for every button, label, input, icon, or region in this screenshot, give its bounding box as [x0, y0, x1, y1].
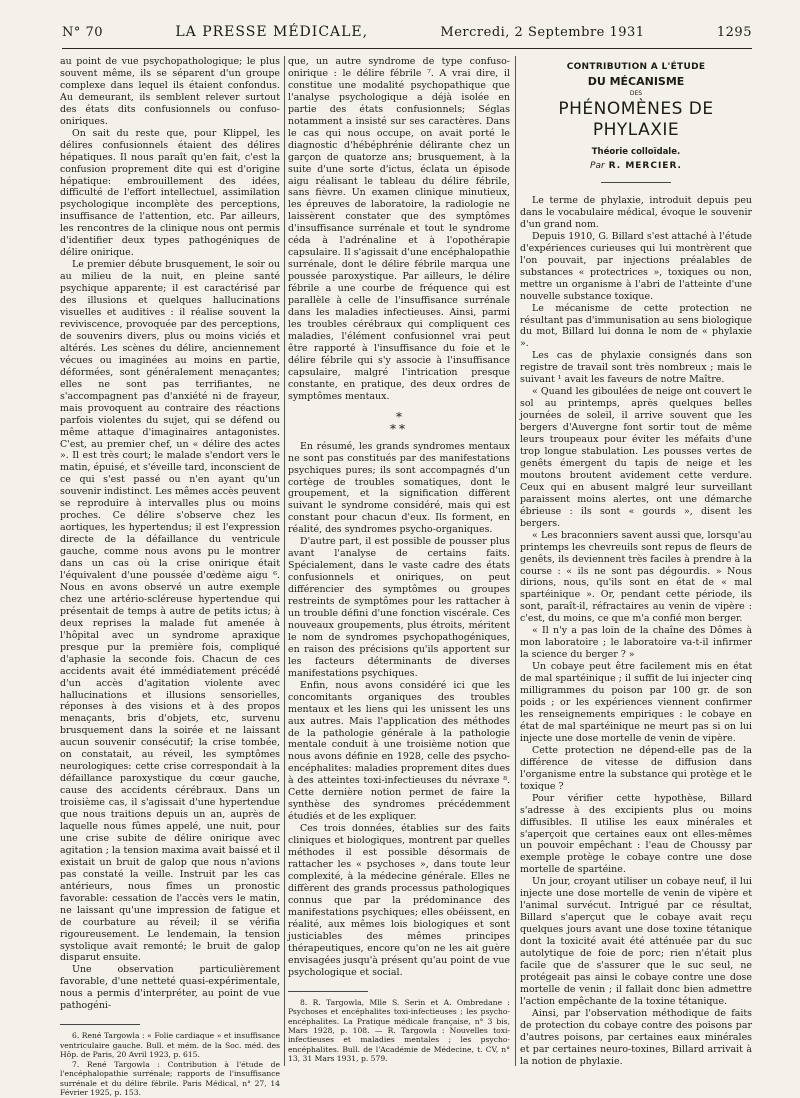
footnote-separator [60, 1024, 140, 1025]
column-middle [288, 56, 510, 1064]
paragraph: Les cas de phylaxie consignés dans son registre de travail sont très nombreux ; mais le suivant ¹ avait les faveurs de notre Maître. [520, 350, 752, 386]
heading-contribution: CONTRIBUTION A L'ÉTUDE [566, 62, 706, 72]
paragraph: Le mécanisme de cette protection ne résultant pas d'immunisation au sens biologique du mot, Billard lui donna le nom de « phylaxie ». [520, 302, 752, 350]
paragraph: « Les braconniers savent aussi que, lorsqu'au printemps les chevreuils sont repus de fleurs de genêts, ils deviennent très faciles à prendre à la course : « ils ne sont pas dégourdis. » Nous dirions, nous, qu'ils sont en état de « mal spartéinique ». Or, pendant cette période, ils sont, paraît-il, réfractaires au venin de vipère : c'est, du moins, ce que m'a confié mon berger. [520, 529, 752, 625]
article-title: PHÉNOMÈNES DE PHYLAXIE [558, 98, 714, 141]
section-stars [288, 411, 510, 435]
footnote: 8. R. Targowla, Mlle S. Serin et A. Ombredane : Psychoses et encéphalites toxi-infectieuses ; les psycho-encéphalites. La Pratique médicale française, n° 3 bis, Mars 1928, p. 108. — R. Targowla : Nouvelles toxi-infectieuses et maladies mentales ; les psycho-encéphalites. Bull. de l'Académie de Médecine, t. CV, n° 13, 31 Mars 1931, p. 579. [288, 997, 510, 1064]
page-number: 1295 [716, 25, 752, 40]
paragraph: que, un autre syndrome de type confuso-onirique : le délire fébrile ⁷. A vrai dire, il constitue une modalité psychopathique que l'analyse psychologique a déjà isolée en partie des états confusionnels; Séglas notamment a insisté sur ses caractères. Dans le cas qui nous occupe, on avait porté le diagnostic d'hébéphrénie délirante chez un garçon de quatorze ans; brusquement, à la suite d'une sorte d'ictus, éclata un épisode aigu réalisant le tableau du délire fébrile, sans fièvre. Un examen clinique minutieux, les épreuves de laboratoire, la radiologie ne laissèrent constater que des symptômes d'insuffisance surrénale et tout le syndrome céda à l'adrénaline et à l'opothérapie capsulaire. Il s'agissait d'une encéphalopathie surrénale, dont le délire fébrile marqua une poussée paroxystique. Par ailleurs, le délire fébrile a une courbe de fréquence qui est parallèle à celle de l'insuffisance surrénale dans les maladies infectieuses. Ainsi, parmi les troubles cérébraux qui compliquent ces maladies, l'élément confusionnel vrai peut être rapporté à l'insuffisance du foie et le délire fébrile qui s'y associe à l'insuffisance capsulaire, malgré l'intrication presque constante, en pratique, des deux ordres de symptômes mentaux. [288, 56, 510, 402]
heading-des: DES [629, 90, 643, 98]
paragraph: Ces trois données, établies sur des faits cliniques et biologiques, montrent par quelles méthodes il est possible désormais de rattacher les « psychoses », dans toute leur complexité, à la médecine générale. Elles ne diffèrent des grands processus pathologiques connus que par la prédominance des manifestations psychiques; elles obéissent, en réalité, aux mêmes lois biologiques et sont justiciables des mêmes principes thérapeutiques, encore qu'on ne les ait guère envisagées jusqu'à présent qu'au point de vue psychologique et social. [288, 823, 510, 978]
column-left [60, 56, 280, 1098]
paragraph: Depuis 1910, G. Billard s'est attaché à l'étude d'expériences curieuses qui lui montrèrent que l'on pouvait, par injections préalables de substances « protectrices », toxiques ou non, mettre un organisme à l'abri de l'atteinte d'une nouvelle substance toxique. [520, 230, 752, 302]
article-heading [520, 62, 752, 183]
paragraph: D'autre part, il est possible de pousser plus avant l'analyse de certains faits. Spécialement, dans le vaste cadre des états confusionnels et oniriques, on peut différencier des symptômes ou groupes restreints de symptômes pour les rattacher à un trouble défini d'une fonction viscérale. Ces nouveaux groupements, plus étroits, méritent le nom de syndromes psychopathogéniques, en raison des précisions qu'ils apportent sur les facteurs déterminants de diverses manifestations psychiques. [288, 536, 510, 679]
issue-date: Mercredi, 2 Septembre 1931 [440, 25, 645, 40]
footnote-separator [288, 991, 368, 992]
star-top: * [396, 409, 402, 424]
author-prefix: Par [590, 160, 605, 171]
paragraph: Enfin, nous avons considéré ici que les concomitants organiques des troubles mentaux et les liens qui les unissent les uns aux autres. Mais l'application des méthodes de la pathologie générale à la pathologie mentale conduit à une troisième notion que nous avons définie en 1928, celle des psycho-encéphalites: maladies proprement dites dues à des atteintes toxi-infectieuses du névraxe ⁸. Cette dernière notion permet de faire la synthèse des syndromes précédemment étudiés et de les expliquer. [288, 679, 510, 823]
paragraph: Cette protection ne dépend-elle pas de la différence de vitesse de diffusion dans l'organisme entre la substance qui protège et le toxique ? [520, 744, 752, 792]
paragraph: au point de vue psychopathologique; le plus souvent même, ils se séparent d'un groupe complexe dans lequel ils étaient confondus. Au demeurant, ils semblent relever surtout des états dits confusionnels ou confuso-oniriques. [60, 56, 280, 127]
paragraph: Un cobaye peut être facilement mis en état de mal spartéinique ; il suffit de lui injecter cinq milligrammes du poison par 100 gr. de son poids ; or les expériences viennent confirmer les renseignements empiriques : le cobaye en état de mal spartéinique ne meurt pas si on lui injecte une dose mortelle de venin de vipère. [520, 661, 752, 744]
paragraph: Une observation particulièrement favorable, d'une netteté quasi-expérimentale, nous a permis d'interpréter, au point de vue pathogéni- [60, 964, 280, 1012]
paragraph: Pour vérifier cette hypothèse, Billard s'adresse à des excipients plus ou moins diffusibles. Il utilise les eaux minérales et s'aperçoit que certaines eaux ont elles-mêmes un pouvoir empêchant : l'eau de Choussy par exemple protège le cobaye contre une dose mortelle de spartéine. [520, 792, 752, 876]
journal-title: LA PRESSE MÉDICALE, [175, 24, 369, 40]
paragraph: Ainsi, par l'observation méthodique de faits de protection du cobaye contre des poisons par d'autres poisons, par certaines eaux minérales et par certaines neuro-toxines, Billard arrivait à la notion de phylaxie. [520, 1007, 752, 1067]
column-rule-left [284, 56, 285, 1066]
paragraph: « Quand les giboulées de neige ont couvert le sol au printemps, après quelques belles journées de soleil, il arrive souvent que les bergers d'Auvergne font sortir tout de même leurs troupeaux pour éviter les méfaits d'une trop longue stabulation. Les pousses vertes de genêts émergent du tapis de neige et les moutons broutent avidement cette verdure. Ceux qui en abusent malgré leur surveillant paraissent moins alertes, ont une démarche ébrieuse : ils sont « gourds », disent les bergers. [520, 386, 752, 529]
paragraph: Un jour, croyant utiliser un cobaye neuf, il lui injecte une dose mortelle de venin de vipère et l'animal survécut. Intrigué par ce résultat, Billard s'aperçut que le cobaye avait reçu quelques jours avant une dose toxine tétanique dont la toxicité avait été atténuée par du suc autolytique de foie de porc; rien n'était plus facile que de s'assurer que le suc seul, ne protégeait pas ainsi le cobaye contre une dose mortelle de venin ; il fallait donc bien admettre l'action empêchante de la toxine tétanique. [520, 876, 752, 1007]
paragraph: Le terme de phylaxie, introduit depuis peu dans le vocabulaire médical, évoque le souvenir d'un grand nom. [520, 194, 752, 230]
paragraph: On sait du reste que, pour Klippel, les délires confusionnels étaient des délires hépatiques. Il nous paraît qu'en fait, c'est la confusion proprement dite qui est d'origine hépatique: embrouillement des idées, difficulté de l'effort intellectuel, assimilation psychologique incomplète des perceptions, insuffisance de l'attention, etc. Par ailleurs, les rencontres de la clinique nous ont permis d'identifier deux types pathogéniques de délire onirique. [60, 127, 280, 259]
page-header [62, 24, 752, 44]
footnote: 7. René Targowla : Contribution à l'étude de l'encéphalopathie surrénale; rapports de l'insuffisance surrénale et du délire fébrile. Paris Médical, n° 27, 14 Février 1925, p. 153. [60, 1059, 280, 1098]
column-rule-right [515, 56, 516, 1066]
heading-du-mecanisme: DU MÉCANISME [587, 75, 685, 89]
issue-number: N° 70 [62, 25, 104, 40]
star-bottom: ** [390, 421, 408, 436]
column-right [520, 56, 752, 1067]
footnote: 6. René Targowla : « Folie cardiaque » et insuffisance ventriculaire gauche. Bull. et mém. de la Soc. méd. des Hôp. de Paris, 20 Avril 1923, p. 615. [60, 1031, 280, 1060]
heading-rule [601, 182, 671, 183]
article-author [520, 161, 752, 172]
paragraph: « Il n'y a pas loin de la chaîne des Dômes à mon laboratoire ; le laboratoire va-t-il infirmer la science du berger ? » [520, 625, 752, 661]
paragraph: En résumé, les grands syndromes mentaux ne sont pas constitués par des manifestations psychiques pures; ils sont accompagnés d'un cortège de troubles somatiques, dont le groupement, et la signification diffèrent suivant le syndrome considéré, mais qui est constant pour chacun d'eux. Ils forment, en réalité, des syndromes psycho-organiques. [288, 440, 510, 536]
paragraph: Le premier débute brusquement, le soir ou au milieu de la nuit, en pleine santé psychique apparente; il est caractérisé par des illusions et quelques hallucinations visuelles et auditives : il réalise souvent la reviviscence, provoquée par des perceptions, de souvenirs divers, plus ou moins viciés et altérés. Les scènes du délire, anciennement vécues ou imaginées au moins en partie, déformées, sont généralement menaçantes; elles ne sont pas terrifiantes, ne s'accompagnent pas d'anxiété ni de frayeur, mais provoquent au contraire des réactions parfois violentes du sujet, qui se défend ou même attaque d'imaginaires antagonistes. C'est, au premier chef, un « délire des actes ». Il est très court; le malade s'endort vers le matin, épuisé, et s'éveille tard, inconscient de ce qui s'est passé ou n'en ayant qu'un souvenir indistinct. Les mêmes accès peuvent se reproduire à intervalles plus ou moins proches. Ce délire s'observe chez les aortiques, les hypertendus; il est l'expression directe de la défaillance du ventricule gauche, comme nous avons pu le montrer dans un cas où la crise onirique était l'équivalent d'une poussée d'œdème aigu ⁶. Nous en avons observé un autre exemple chez une artério-scléreuse hypertendue qui présentait de temps à autre de petits ictus; à deux reprises la malade fut amenée à l'hôpital avec un syndrome apraxique presque pur la première fois, compliqué d'aphasie la seconde fois. Chacun de ces accidents avait été immédiatement précédé d'un accès d'agitation violente avec hallucinations et illusions sensorielles, réponses à des visions et à des propos menaçants, bris d'objets, etc, survenu brusquement dans la soirée et ne laissant aucun souvenir consécutif; la crise tombée, on constatait, au réveil, les symptômes neurologiques: cette crise correspondait à la défaillance paroxystique du cœur gauche, cause des accidents cérébraux. Dans un troisième cas, il s'agissait d'une hypertendue que nous traitions depuis un an, auprès de laquelle nous fûmes appelé, une nuit, pour une crise subite de délire onirique avec agitation ; la tension maxima avait baissé et il existait un bruit de galop que nous n'avions pas constaté la veille. Instruit par les cas antérieurs, nous fîmes un pronostic favorable: cessation de l'accès vers le matin, ne laissant qu'une impression de fatigue et de courbature au réveil; il se vérifia rigoureusement. Le lendemain, la tension systolique avait remonté; le bruit de galop disparut ensuite. [60, 259, 280, 964]
header-rule [62, 48, 752, 49]
author-name: R. MERCIER. [608, 160, 682, 171]
article-subtitle: Théorie colloïdale. [591, 146, 681, 157]
